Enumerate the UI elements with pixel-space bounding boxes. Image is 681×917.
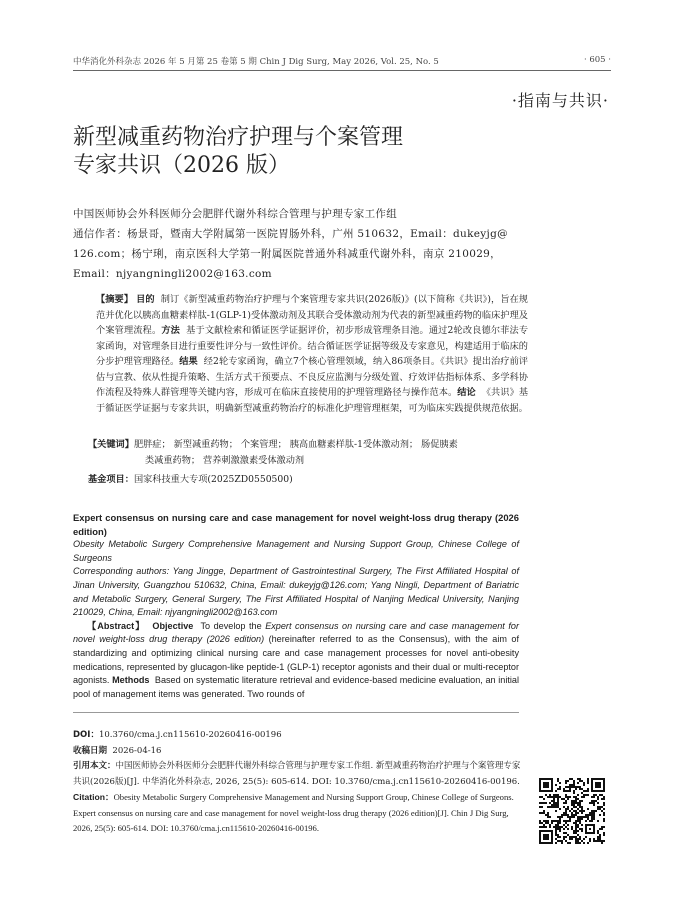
corresponding-line: Email：njyangningli2002@163.com	[73, 268, 272, 280]
header-divider	[73, 70, 611, 71]
corresponding-line: 通信作者：杨景哥，暨南大学附属第一医院胃肠外科，广州 510632，Email：dukeyjg@	[73, 228, 508, 240]
abstract-cn	[96, 292, 528, 416]
objective-text: 制订《新型减重药物治疗护理与个案管理专家共识(2026版)》(以下简称《共识》)，旨在规范并优化以胰高血糖素样肽-1(GLP-1)受体激动剂及其联合受体激动剂为代表的新型减重药物的临床护理及个案管理流程。	[96, 294, 529, 336]
english-objective-label: Objective	[152, 620, 194, 631]
fund-info	[88, 471, 528, 485]
conclusion-text: 《共识》基于循证医学证据与专家共识，明确新型减重药物治疗的标准化护理管理框架，可为临床实践提供规范依据。	[96, 387, 529, 414]
english-objective-intro: To develop the	[200, 620, 266, 631]
cite-cn-label: 引用本文：	[73, 761, 116, 771]
section-tag: ·指南与共识·	[511, 91, 609, 110]
keywords-line: 肥胖症； 新型减重药物； 个案管理； 胰高血糖素样肽-1受体激动剂； 肠促胰素	[133, 439, 458, 450]
english-group: Obesity Metabolic Surgery Comprehensive Management and Nursing Support Group, Chinese College of Surgeons	[73, 539, 519, 563]
qr-code-icon[interactable]	[537, 776, 607, 846]
running-head	[73, 55, 611, 67]
doi-label: DOI：	[73, 730, 99, 740]
article-title	[73, 124, 553, 180]
cite-en-label: Citation：	[73, 792, 114, 802]
objective-label: 目的	[136, 294, 155, 305]
english-corresponding: Corresponding authors: Yang Jingge, Department of Gastrointestinal Surgery, The First Affiliated Hospital of Jinan University, Guangzhou 510632, China, Email: dukeyjg@126.com; Yang Ningli, Department of Bariatric and Metabolic Surgery, General Surgery, The First Affiliated Hospital of Nanjing Medical University, Nanjing 210029, China, Email: njyangningli2002@163.com	[73, 566, 519, 618]
footer-block	[73, 728, 519, 837]
keywords-line: 类减重药物； 营养刺激激素受体激动剂	[145, 454, 305, 466]
title-line: 新型减重药物治疗护理与个案管理	[73, 125, 404, 150]
results-label: 结果	[179, 356, 198, 367]
received-label: 收稿日期	[73, 745, 108, 756]
title-line: 专家共识（2026 版）	[73, 153, 290, 178]
footer-divider	[73, 712, 519, 713]
results-text: 经2轮专家函询，确立7个核心管理领域，纳入86项条目。《共识》提出治疗前评估与宣教、依从性提升策略、生活方式干预要点、不良反应监测与分级处置、疗效评估指标体系、多学科协作流程及特殊人群管理等关键内容，形成可在临床直接使用的护理管理路径与操作范本。	[96, 356, 529, 398]
corresponding-line: 126.com；杨宁琍，南京医科大学第一附属医院普通外科减重代谢外科，南京 210029，	[73, 248, 501, 260]
english-methods-text: Based on systematic literature retrieval and evidence-based medicine evaluation, an initial pool of management items was generated. Two rounds of	[73, 675, 519, 699]
methods-label: 方法	[161, 325, 181, 336]
english-abstract-label: 【Abstract】	[87, 620, 146, 631]
abstract-label: 【摘要】	[96, 294, 134, 305]
author-group: 中国医师协会外科医师分会肥胖代谢外科综合管理与护理专家工作组	[73, 208, 397, 220]
author-block	[73, 204, 513, 284]
cite-cn-text: 中国医师协会外科医师分会肥胖代谢外科综合管理与护理专家工作组. 新型减重药物治疗护理与个案管理专家共识(2026版)[J]. 中华消化外科杂志, 2026, 25(5): 605-614. DOI: 10.3760/cma.j.cn115610-20260416-00196.	[73, 761, 521, 787]
doi-value[interactable]: 10.3760/cma.j.cn115610-20260416-00196	[98, 730, 282, 740]
fund-text: 国家科技重大专项(2025ZD0550500)	[133, 474, 293, 485]
keywords-label: 【关键词】	[88, 439, 134, 450]
fund-label: 基金项目：	[88, 474, 134, 485]
page-number: · 605 ·	[583, 55, 611, 65]
cite-en-text: Obesity Metabolic Surgery Comprehensive Management and Nursing Support Group, Chinese College of Surgeons. Expert consensus on nursing care and case management for novel weight-loss drug therapy (2026 edition)[J]. Chin J Dig Surg, 2026, 25(5): 605-614. DOI: 10.3760/cma.j.cn115610-20260416-00196.	[73, 792, 514, 833]
english-title: Expert consensus on nursing care and case management for novel weight-loss drug therapy (2026 edition)	[73, 512, 519, 537]
english-objective-italic: Expert consensus on nursing care and case management for novel weight-loss drug therapy (2026 edition)	[73, 620, 519, 645]
received-date: 2026-04-16	[112, 745, 162, 756]
english-objective-rest: (hereinafter referred to as the Consensus), with the aim of standardizing and optimizing clinical nursing care and case management processes for novel anti-obesity medications, represented by glucagon-like peptide-1 (GLP-1) receptor agonists and their dual or multi-receptor agonists.	[73, 634, 519, 686]
english-methods-label: Methods	[112, 675, 150, 686]
conclusion-label: 结论	[457, 387, 476, 398]
journal-info: 中华消化外科杂志 2026 年 5 月第 25 卷第 5 期 Chin J Dig Surg, May 2026, Vol. 25, No. 5	[73, 57, 439, 67]
abstract-en	[73, 511, 519, 701]
methods-text: 基于文献检索和循证医学证据评价，初步形成管理条目池。通过2轮改良德尔菲法专家函询，对管理条目进行重要性评分与一致性评价。结合循证医学证据等级及专家意见，构建适用于临床的分步护理管理路径。	[96, 325, 529, 367]
keywords	[88, 437, 528, 468]
